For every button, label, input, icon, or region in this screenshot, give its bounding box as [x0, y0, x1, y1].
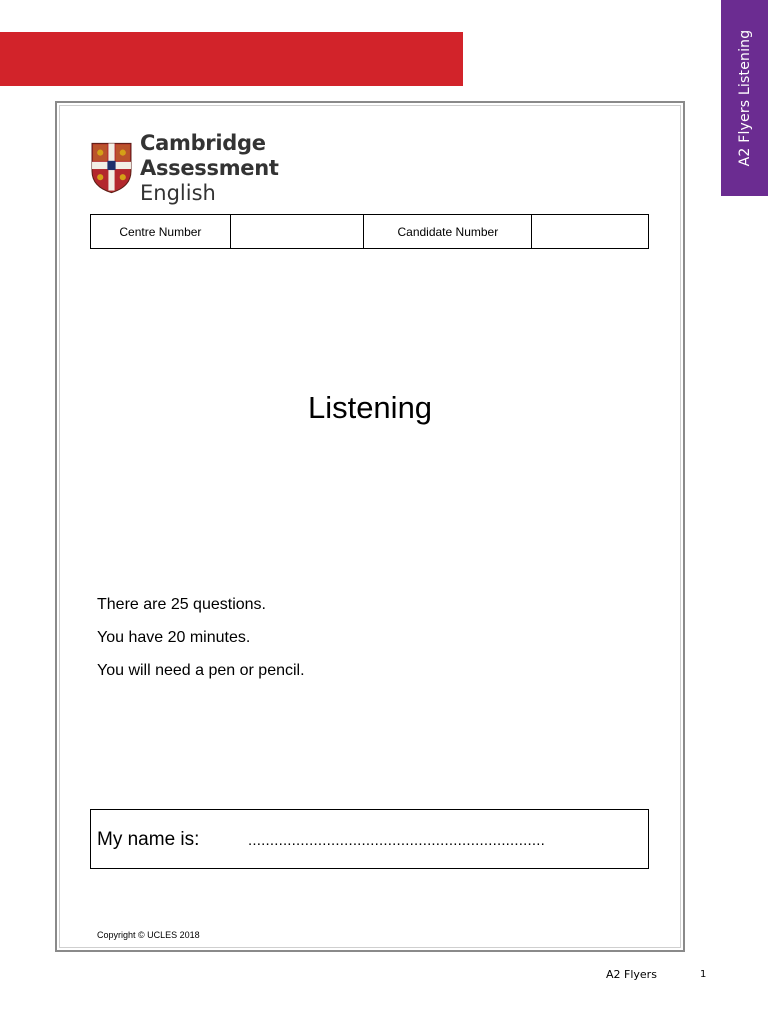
candidate-number-field[interactable] [532, 215, 649, 249]
red-header-bar [0, 32, 463, 86]
brand-subname: English [140, 180, 216, 205]
copyright-notice: Copyright © UCLES 2018 [97, 930, 200, 940]
footer-page-number: 1 [700, 969, 707, 980]
footer-exam-name: A2 Flyers [606, 968, 657, 981]
centre-number-label: Centre Number [91, 215, 231, 249]
name-box [90, 809, 649, 869]
instruction-questions: There are 25 questions. [97, 596, 266, 613]
candidate-details-table [90, 214, 649, 249]
candidate-number-label: Candidate Number [364, 215, 532, 249]
instructions [97, 595, 305, 694]
cambridge-logo [91, 130, 411, 205]
brand-name: Cambridge Assessment [140, 130, 279, 180]
side-tab-label: A2 Flyers Listening [736, 29, 753, 167]
centre-number-field[interactable] [230, 215, 364, 249]
instruction-materials: You will need a pen or pencil. [97, 662, 305, 679]
university-shield-icon [91, 142, 132, 194]
page-title: Listening [307, 390, 433, 425]
name-label: My name is: [97, 829, 200, 850]
instruction-time: You have 20 minutes. [97, 629, 251, 646]
side-tab [721, 0, 768, 196]
name-field[interactable]: .................................................................... [248, 832, 545, 849]
